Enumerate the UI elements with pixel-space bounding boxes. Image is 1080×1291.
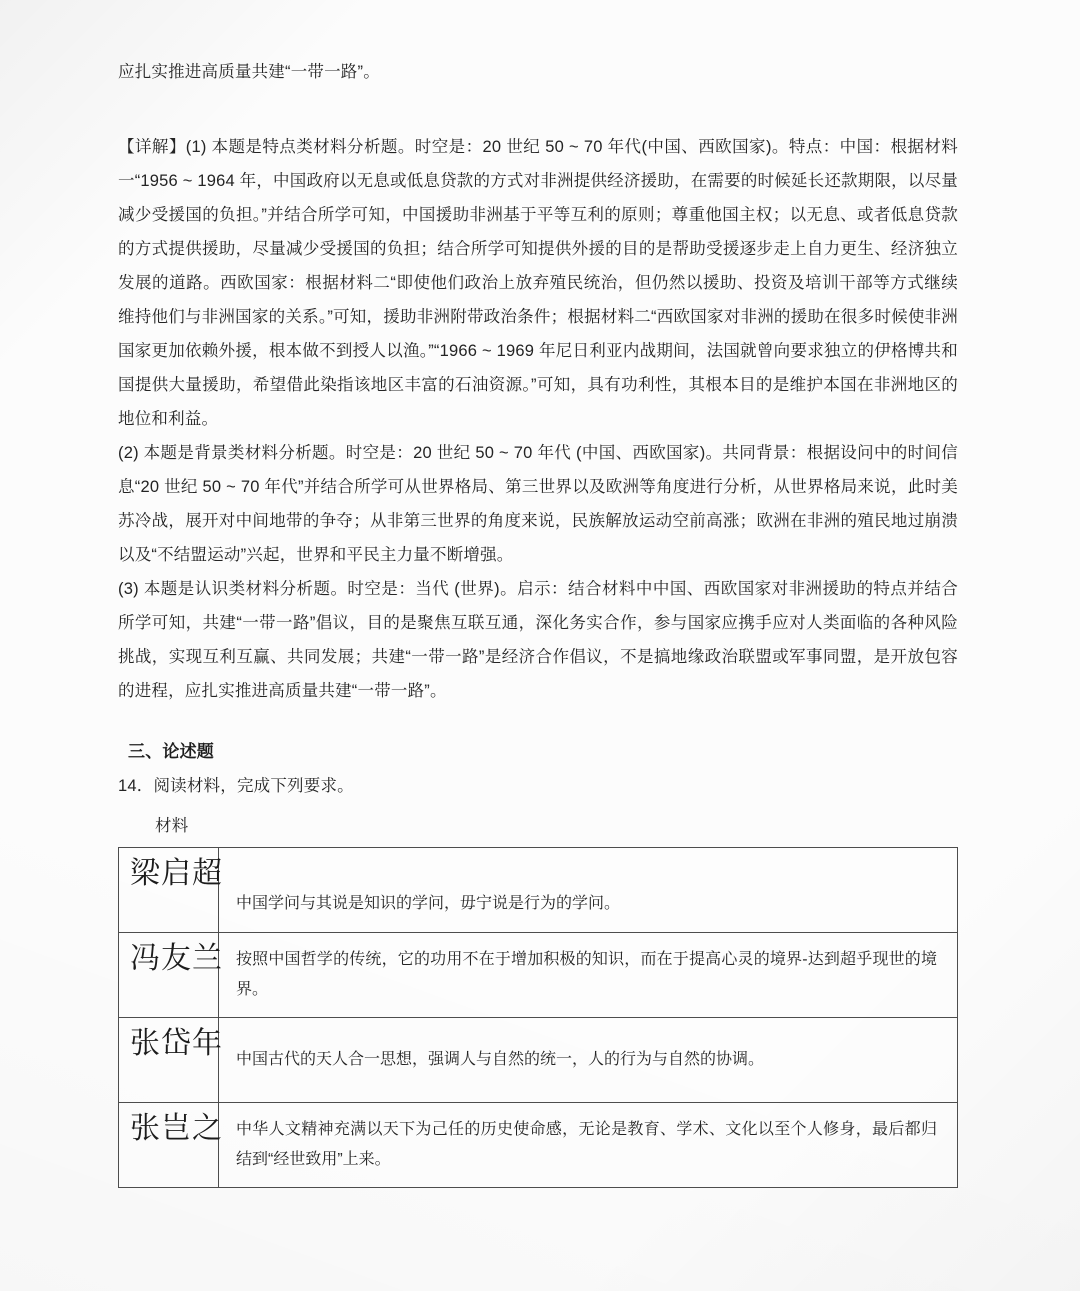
analysis-section [118, 130, 958, 708]
material-table [118, 847, 958, 1188]
author-quote: 中国学问与其说是知识的学问，毋宁说是行为的学问。 [219, 848, 958, 933]
author-name: 张岱年 [119, 1018, 219, 1103]
analysis-paragraph-1: 【详解】(1) 本题是特点类材料分析题。时空是：20 世纪 50 ~ 70 年代(中国、西欧国家)。特点：中国：根据材料一“1956 ~ 1964 年，中国政府以无息或低息贷款的方式对非洲提供经济援助，在需要的时候延长还款期限，以尽量减少受援国的负担。”并结合所学可知，中国援助非洲基于平等互利的原则；尊重他国主权；以无息、或者低息贷款的方式提供援助，尽量减少受援国的负担；结合所学可知提供外援的目的是帮助受援逐步走上自力更生、经济独立发展的道路。西欧国家：根据材料二“即使他们政治上放弃殖民统治，但仍然以援助、投资及培训干部等方式继续维持他们与非洲国家的关系。”可知，援助非洲附带政治条件；根据材料二“西欧国家对非洲的援助在很多时候使非洲国家更加依赖外援，根本做不到授人以渔。”“1966 ~ 1969 年尼日利亚内战期间，法国就曾向要求独立的伊格博共和国提供大量援助，希望借此染指该地区丰富的石油资源。”可知，具有功利性，其根本目的是维护本国在非洲地区的地位和利益。 [118, 138, 958, 428]
author-name: 梁启超 [119, 848, 219, 933]
author-quote: 中华人文精神充满以天下为己任的历史使命感，无论是教育、学术、文化以至个人修身，最后都归结到“经世致用”上来。 [219, 1103, 958, 1188]
author-name: 冯友兰 [119, 933, 219, 1018]
analysis-paragraph-3: (3) 本题是认识类材料分析题。时空是：当代 (世界)。启示：结合材料中中国、西欧国家对非洲援助的特点并结合所学可知，共建“一带一路”倡议，目的是聚焦互联互通，深化务实合作，参与国家应携手应对人类面临的各种风险挑战，实现互利互赢、共同发展；共建“一带一路”是经济合作倡议，不是搞地缘政治联盟或军事同盟，是开放包容的进程，应扎实推进高质量共建“一带一路”。 [118, 580, 958, 700]
table-row-fengyoulan [119, 933, 958, 1018]
analysis-paragraph-2: (2) 本题是背景类材料分析题。时空是：20 世纪 50 ~ 70 年代 (中国、西欧国家)。共同背景：根据设问中的时间信息“20 世纪 50 ~ 70 年代”并结合所学可从世界格局、第三世界以及欧洲等角度进行分析，从世界格局来说，此时美苏冷战，展开对中间地带的争夺；从非第三世界的角度来说，民族解放运动空前高涨；欧洲在非洲的殖民地过崩溃以及“不结盟运动”兴起，世界和平民主力量不断增强。 [118, 444, 958, 564]
table-row-zhangdainian [119, 1018, 958, 1103]
author-name: 张岂之 [119, 1103, 219, 1188]
author-quote: 中国古代的天人合一思想，强调人与自然的统一，人的行为与自然的协调。 [219, 1018, 958, 1103]
author-quote: 按照中国哲学的传统，它的功用不在于增加积极的知识，而在于提高心灵的境界-达到超乎现世的境界。 [219, 933, 958, 1018]
table-row-zhangqizhi [119, 1103, 958, 1188]
answer-continuation-line: 应扎实推进高质量共建“一带一路”。 [118, 63, 380, 81]
question-line: 14．阅读材料，完成下列要求。 [118, 777, 354, 795]
table-row-liangqichao [119, 848, 958, 933]
section-heading: 三、论述题 [128, 742, 214, 761]
material-label: 材料 [155, 817, 189, 835]
